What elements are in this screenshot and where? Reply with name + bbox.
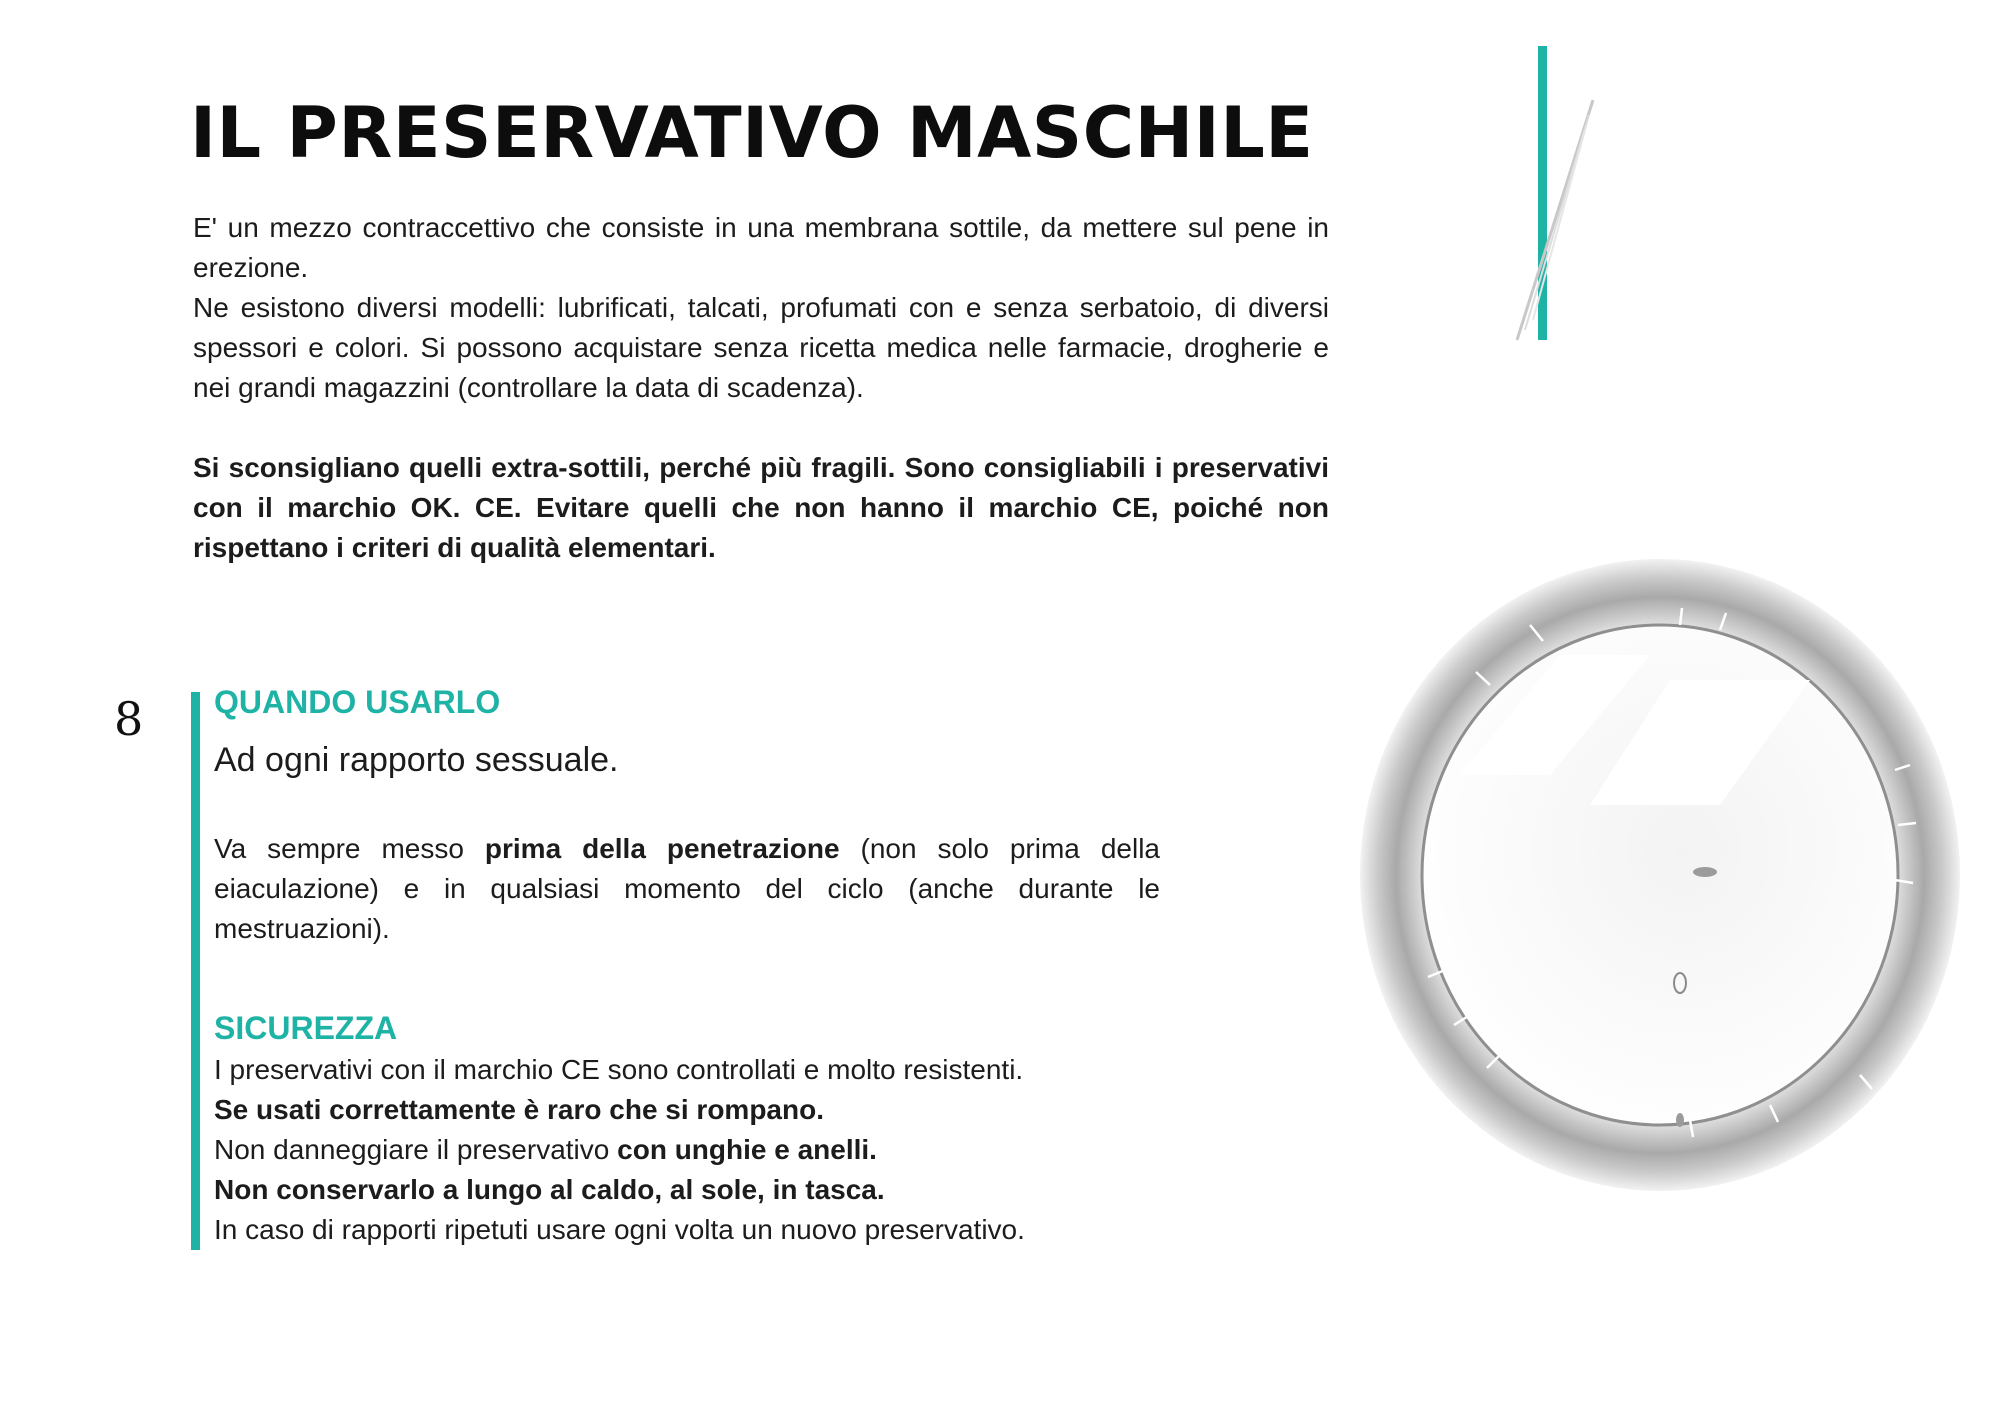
section-quando-usarlo [214, 686, 1160, 949]
section-heading-sicurezza: SICUREZZA [214, 1010, 398, 1046]
intro-text [193, 208, 1329, 568]
sicurezza-line-4: Non conservarlo a lungo al caldo, al sole, in tasca. [214, 1174, 885, 1205]
section-body-quando: Va sempre messo prima della penetrazione (non solo prima della eiaculazione) e in qualsiasi momento del ciclo (anche durante le mestruazioni). [214, 832, 1160, 944]
intro-warning: Si sconsigliano quelli extra-sottili, perché più fragili. Sono consigliabili i preservativi con il marchio OK. CE. Evitare quelli che non hanno il marchio CE, poiché non rispettano i criteri di qualità elementari. [193, 452, 1329, 563]
intro-paragraph-1: E' un mezzo contraccettivo che consiste in una membrana sottile, da mettere sul pene in erezione. [193, 212, 1329, 283]
condom-ring-illustration-icon [1350, 545, 1970, 1205]
page-number: 8 [114, 692, 144, 746]
decorative-streak-icon [1505, 40, 1595, 350]
section-sicurezza [214, 1012, 1160, 1250]
section-heading-quando: QUANDO USARLO [214, 684, 501, 720]
page-title: IL PRESERVATIVO MASCHILE [190, 92, 1314, 174]
section-accent-bar [191, 692, 200, 1250]
intro-paragraph-2: Ne esistono diversi modelli: lubrificati, talcati, profumati con e senza serbatoio, di diversi spessori e colori. Si possono acquistare senza ricetta medica nelle farmacie, drogherie e nei grandi magazzini (controllare la data di scadenza). [193, 292, 1329, 403]
sicurezza-line-5: In caso di rapporti ripetuti usare ogni volta un nuovo preservativo. [214, 1214, 1025, 1245]
sicurezza-line-2: Se usati correttamente è raro che si rompano. [214, 1094, 824, 1125]
section-subtitle-quando: Ad ogni rapporto sessuale. [214, 741, 619, 779]
sicurezza-line-3: Non danneggiare il preservativo con unghie e anelli. [214, 1134, 877, 1165]
sicurezza-line-1: I preservativi con il marchio CE sono controllati e molto resistenti. [214, 1054, 1024, 1085]
